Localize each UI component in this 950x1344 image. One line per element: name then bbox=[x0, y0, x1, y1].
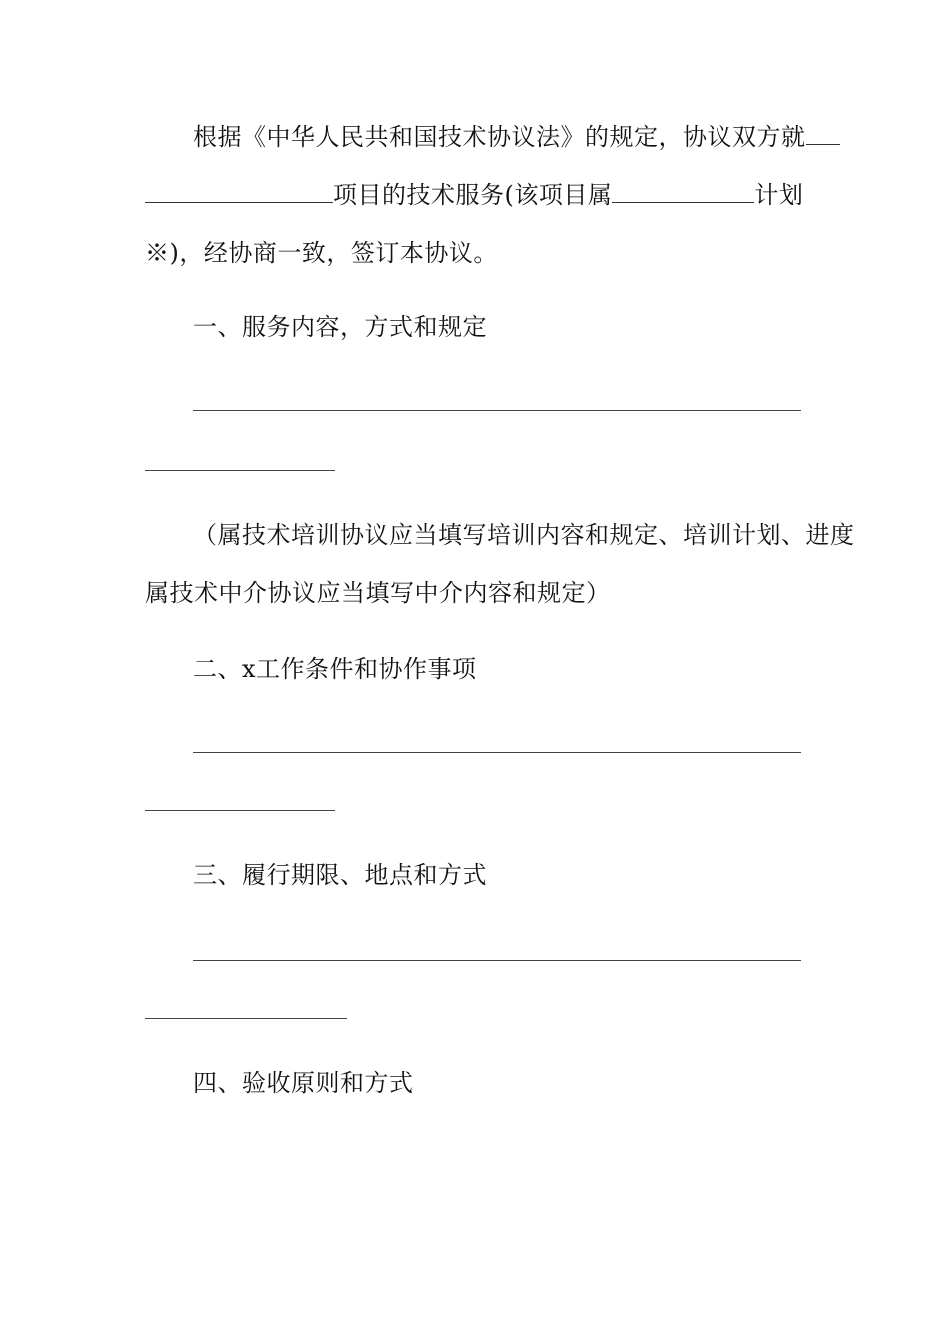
section-1-fill-line-2[interactable] bbox=[145, 470, 335, 471]
section-2-fill-line-2[interactable] bbox=[145, 810, 335, 811]
project-name-blank[interactable] bbox=[145, 180, 333, 203]
section-4-heading: 四、验收原则和方式 bbox=[193, 1069, 414, 1097]
intro-line-2 bbox=[145, 180, 803, 210]
section-3-fill-line-2[interactable] bbox=[145, 1018, 347, 1019]
section-1-heading: 一、服务内容，方式和规定 bbox=[193, 313, 487, 341]
section-2-fill-line-1[interactable] bbox=[193, 752, 801, 753]
intro-line-2-text-b: 计划 bbox=[754, 181, 804, 209]
intro-line-3-text: ※)，经协商一致，签订本协议。 bbox=[145, 239, 498, 267]
intro-line-2-text-a: 项目的技术服务(该项目属 bbox=[333, 181, 613, 209]
section-1-note-line-2: 属技术中介协议应当填写中介内容和规定） bbox=[145, 579, 611, 607]
section-2-heading: 二、x工作条件和协作事项 bbox=[193, 655, 477, 683]
intro-line-3 bbox=[145, 238, 498, 268]
intro-line-1-text: 根据《中华人民共和国技术协议法》的规定，协议双方就 bbox=[193, 123, 806, 151]
project-name-blank-start[interactable] bbox=[806, 122, 840, 145]
section-3-fill-line-1[interactable] bbox=[193, 960, 801, 961]
section-1-fill-line-1[interactable] bbox=[193, 410, 801, 411]
plan-name-blank[interactable] bbox=[612, 180, 754, 203]
section-3-heading: 三、履行期限、地点和方式 bbox=[193, 861, 487, 889]
intro-line-1 bbox=[193, 122, 840, 152]
section-1-note-line-1: （属技术培训协议应当填写培训内容和规定、培训计划、进度 bbox=[193, 521, 855, 549]
